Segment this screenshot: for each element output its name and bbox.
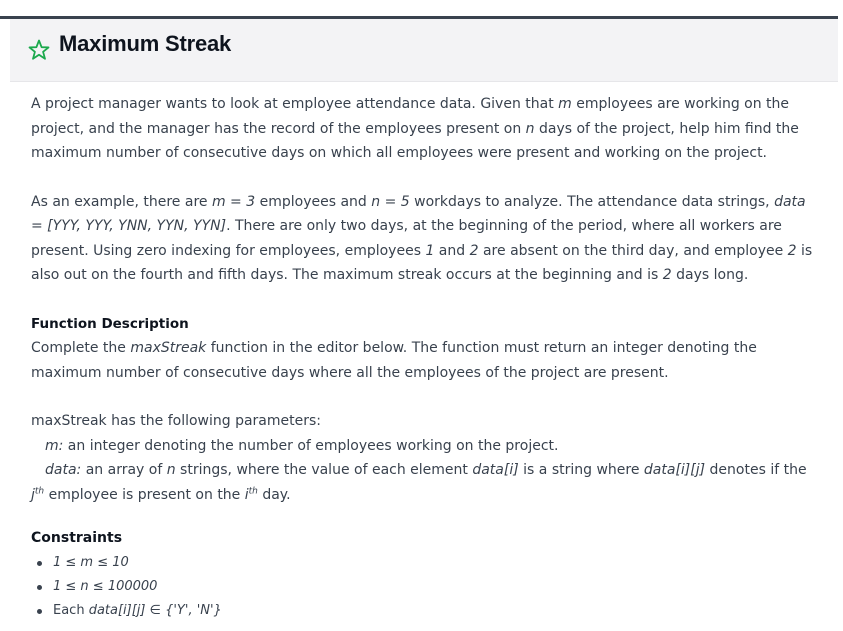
constraint-item: 1 ≤ n ≤ 100000 bbox=[31, 575, 821, 599]
intro-paragraph: A project manager wants to look at employee attendance data. Given that m employees are working on the project, and the manager has the record of the employees present on n days of the project, help him find the maximum number of consecutive days on which all employees were present and working on the project. bbox=[31, 96, 799, 161]
problem-statement bbox=[31, 92, 821, 623]
example-paragraph: As an example, there are m = 3 employees and n = 5 workdays to analyze. The attendance data strings, data = [YYY, YYY, YNN, YYN, YYN]. There are only two days, at the beginning of the period, where all workers are present. Using zero indexing for employees, employees 1 and 2 are absent on the third day, and employee 2 is also out on the fourth and fifth days. The maximum streak occurs at the beginning and is 2 days long. bbox=[31, 193, 813, 283]
function-description-text: Complete the maxStreak function in the editor below. The function must return an integer denoting the maximum number of consecutive days where all the employees of the project are present. bbox=[31, 340, 757, 381]
constraints-list bbox=[31, 551, 821, 623]
parameter-data: data: an array of n strings, where the value of each element data[i] is a string where data[i][j] denotes if the $j^{th}$ employee is present on the $i^{th}$ day. bbox=[31, 462, 807, 503]
star-outline-icon[interactable] bbox=[27, 38, 51, 62]
page-title: Maximum Streak bbox=[59, 31, 232, 56]
constraint-item: 1 ≤ m ≤ 10 bbox=[31, 551, 821, 575]
constraints-heading: Constraints bbox=[31, 530, 123, 546]
parameter-m: m: an integer denoting the number of employees working on the project. bbox=[45, 437, 559, 454]
constraint-item: Each data[i][j] ∈ {'Y', 'N'} bbox=[31, 599, 821, 623]
challenge-header bbox=[10, 19, 838, 82]
function-description-heading: Function Description bbox=[31, 315, 189, 332]
parameters-intro: maxStreak has the following parameters: bbox=[31, 413, 322, 429]
